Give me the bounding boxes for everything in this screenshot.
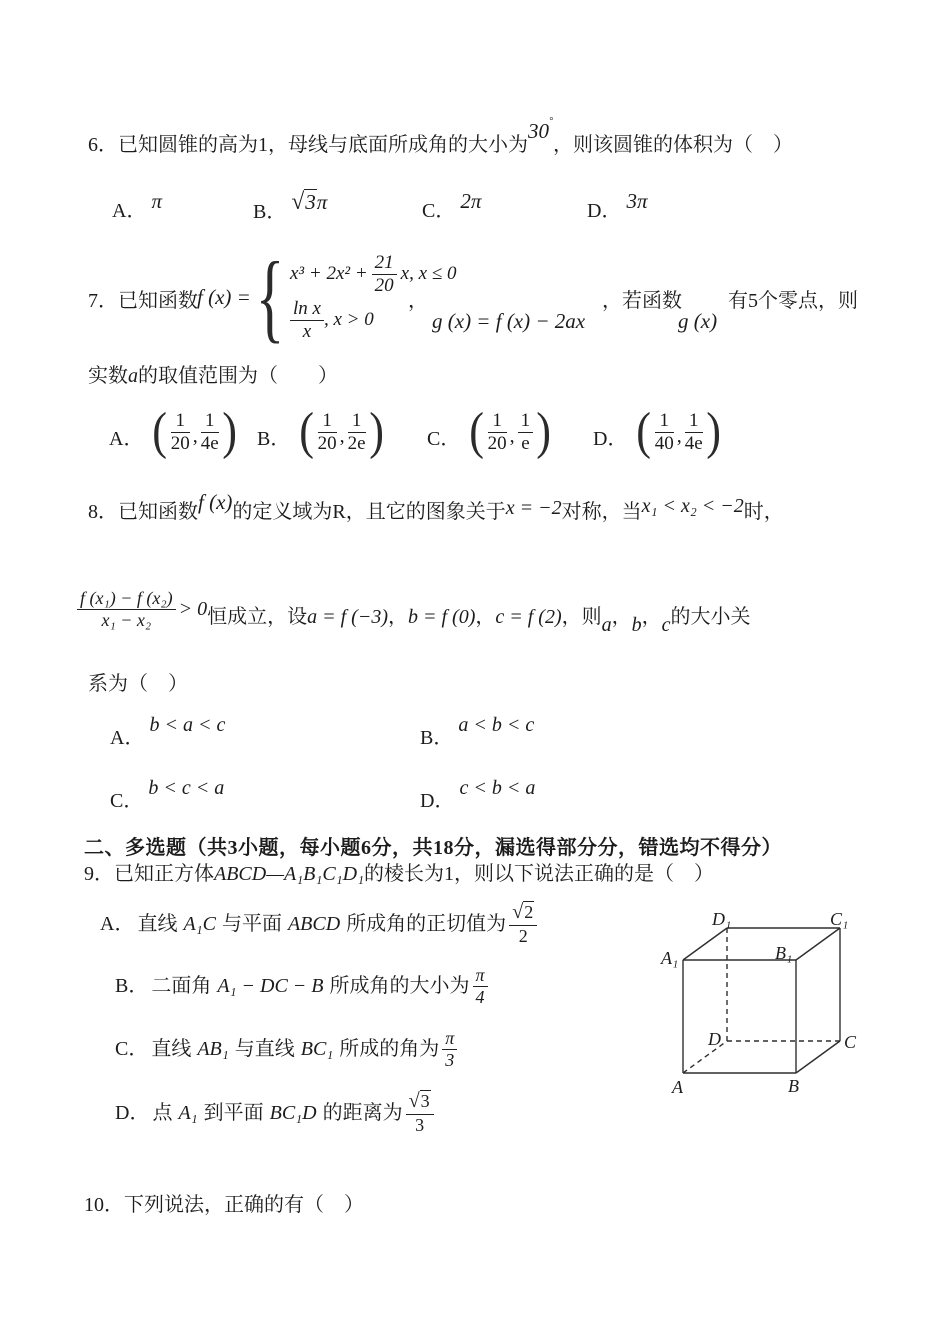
option-label: B． bbox=[420, 727, 454, 749]
interval-comma: , bbox=[509, 425, 515, 447]
q6-angle-value: 30° bbox=[528, 116, 553, 143]
fraction: $\frac{\text{ln x}}{x}$ bbox=[290, 299, 324, 342]
q8-stem-line-3: 系为（ ） bbox=[88, 673, 188, 695]
var-b: b bbox=[631, 613, 642, 636]
var-c: c bbox=[661, 613, 671, 636]
fraction: $\frac{1}{20}$ bbox=[487, 409, 507, 454]
greater-than-zero: > 0 bbox=[178, 597, 208, 620]
vertex-label-c1: C₁ bbox=[830, 909, 849, 929]
piecewise-row-1: x³ + 2x² + $\frac{21}{20}$ x, x ≤ 0 bbox=[290, 251, 457, 296]
q7-stem-line-2: 实数a的取值范围为（ ） bbox=[88, 365, 338, 387]
radical-sign: √ bbox=[291, 189, 305, 215]
open-paren: ( bbox=[636, 403, 652, 460]
option-label: C． bbox=[422, 200, 456, 222]
question-6-stem bbox=[88, 116, 793, 158]
q6-option-c bbox=[422, 189, 482, 224]
option-label: A． bbox=[112, 200, 147, 222]
fraction: $\frac{1}{40}$ bbox=[654, 409, 674, 454]
q8-number: 8． bbox=[88, 501, 118, 523]
piecewise-brace: { bbox=[255, 241, 285, 352]
q9-option-c: C． 直线 AB₁ 与直线 BC₁ 所成的角为 $\frac{\pi}{3}$ bbox=[115, 1026, 457, 1072]
vertex-label-a1: A₁ bbox=[661, 948, 679, 968]
option-label: D． bbox=[593, 427, 628, 450]
cube-name: ABCD—A₁B₁C₁D₁ bbox=[214, 863, 365, 885]
q8-option-b bbox=[420, 714, 535, 751]
interval-comma: , bbox=[192, 425, 198, 447]
q9-number: 9． bbox=[84, 863, 114, 885]
option-value: b < a < c bbox=[149, 714, 226, 736]
q8-option-c bbox=[110, 777, 225, 814]
symmetry-axis: x = −2 bbox=[505, 497, 562, 519]
fraction: $\frac{\pi}{3}$ bbox=[442, 1029, 457, 1070]
option-value: b < c < a bbox=[148, 777, 225, 799]
fraction: $\frac{1}{e}$ bbox=[518, 411, 534, 454]
option-label: B． bbox=[115, 974, 149, 997]
option-label: A． bbox=[109, 427, 144, 450]
q6-text-post: ，则该圆锥的体积为（ ） bbox=[553, 134, 793, 156]
q7-fx-equals: f (x) = bbox=[197, 285, 251, 309]
vertex-label-b1: B₁ bbox=[775, 943, 793, 963]
interval bbox=[468, 403, 552, 460]
q6-text-pre: 已知圆锥的高为1，母线与底面所成角的大小为 bbox=[118, 134, 528, 156]
close-paren: ) bbox=[222, 403, 237, 460]
fraction: $\frac{1}{20}$ bbox=[317, 409, 337, 454]
interval-comma: , bbox=[339, 425, 345, 447]
option-label: D． bbox=[587, 200, 622, 222]
option-value: a < b < c bbox=[458, 714, 535, 736]
vertex-label-b: B bbox=[788, 1076, 799, 1096]
fraction: $\frac{1}{20}$ bbox=[170, 409, 190, 454]
def-c: c = f (2) bbox=[495, 605, 562, 628]
q6-option-b bbox=[253, 189, 328, 226]
option-value: 2π bbox=[460, 189, 482, 213]
section-2-heading: 二、多选题（共3小题，每小题6分，共18分，漏选得部分分，错选均不得分） bbox=[84, 837, 782, 859]
option-label: B． bbox=[257, 427, 291, 450]
q9-option-d: D． 点 A₁ 到平面 BC₁D 的距离为 $\frac{√3}{3}$ bbox=[115, 1090, 434, 1136]
open-paren: ( bbox=[152, 403, 168, 460]
q10-number: 10． bbox=[84, 1194, 124, 1216]
option-value: π bbox=[151, 189, 162, 213]
inequality: x₁ < x₂ < −2 bbox=[641, 495, 744, 517]
option-label: C． bbox=[427, 427, 461, 450]
option-label: C． bbox=[115, 1037, 149, 1060]
option-label: A． bbox=[110, 727, 145, 749]
close-paren: ) bbox=[536, 403, 552, 460]
option-label: D． bbox=[115, 1101, 150, 1124]
piecewise-row-2: $\frac{\text{ln x}}{x}$ , x > 0 bbox=[290, 297, 456, 343]
vertex-label-a: A bbox=[672, 1077, 683, 1097]
question-9-stem: 9．已知正方体ABCD—A₁B₁C₁D₁的棱长为1，则以下说法正确的是（ ） bbox=[84, 863, 715, 885]
option-label: A． bbox=[100, 912, 135, 935]
q7-option-a bbox=[109, 399, 238, 465]
q7-option-c bbox=[427, 399, 553, 465]
q8-option-d bbox=[420, 777, 536, 814]
fraction: $\frac{\pi}{4}$ bbox=[473, 966, 488, 1007]
q7-option-d bbox=[593, 399, 722, 465]
fraction: $\frac{√3}{3}$ bbox=[406, 1091, 434, 1134]
q7-number: 7． bbox=[88, 290, 118, 312]
option-value: c < b < a bbox=[459, 777, 536, 799]
q7-gx-equation: g (x) = f (x) − 2ax bbox=[432, 309, 586, 333]
q7-text-post: 有5个零点，则 bbox=[728, 290, 858, 312]
def-b: b = f (0) bbox=[408, 605, 476, 628]
degree-symbol: ° bbox=[549, 116, 553, 127]
open-paren: ( bbox=[299, 403, 315, 460]
q6-number: 6． bbox=[88, 134, 118, 156]
q8-condition-line: $\frac{\text{f (x₁) − f (x₂)}}{\text{x₁ − x₂}}$ > 0 恒成立，设a = f (−3)，b = f (0)，c = f (2)，则a，b，c的大小关 bbox=[77, 576, 751, 642]
close-paren: ) bbox=[706, 403, 721, 460]
option-value: √3π bbox=[291, 189, 328, 215]
q6-option-d bbox=[587, 189, 648, 224]
question-8-stem: 8．已知函数f (x)的定义域为R，且它的图象关于x = −2对称，当x₁ < x₂ < −2时， bbox=[88, 490, 784, 523]
interval bbox=[635, 403, 722, 460]
q7-option-b bbox=[257, 399, 385, 465]
option-label: B． bbox=[253, 201, 287, 223]
q8-option-a bbox=[110, 714, 226, 751]
fraction: $\frac{1}{2e}$ bbox=[347, 409, 366, 454]
fx-symbol: f (x) bbox=[198, 490, 233, 514]
fraction: $\frac{1}{4e}$ bbox=[200, 409, 219, 454]
option-label: C． bbox=[110, 790, 144, 812]
radical-sign: √ bbox=[512, 901, 524, 924]
var-a: a bbox=[601, 613, 612, 636]
fraction: $\frac{21}{20}$ bbox=[372, 253, 397, 296]
open-paren: ( bbox=[469, 403, 485, 460]
q9-option-a: A． 直线 A₁C 与平面 ABCD 所成角的正切值为 $\frac{√2}{2}$ bbox=[100, 901, 537, 947]
vertex-label-d: D bbox=[708, 1029, 721, 1049]
q7-comma: ， bbox=[408, 290, 428, 312]
vertex-label-d1: D₁ bbox=[712, 909, 732, 929]
question-10-stem: 10．下列说法，正确的有（ ） bbox=[84, 1194, 364, 1216]
def-a: a = f (−3) bbox=[307, 605, 388, 628]
question-7-stem bbox=[88, 289, 198, 314]
close-paren: ) bbox=[368, 403, 384, 460]
interval bbox=[151, 403, 238, 460]
q7-text-pre: 已知函数 bbox=[118, 290, 198, 312]
interval bbox=[298, 403, 385, 460]
option-value: 3π bbox=[626, 189, 648, 213]
fraction: $\frac{√2}{2}$ bbox=[509, 902, 537, 945]
q9-option-b: B． 二面角 A₁ − DC − B 所成角的大小为 $\frac{\pi}{4}$ bbox=[115, 963, 488, 1009]
option-label: D． bbox=[420, 790, 455, 812]
cube-diagram bbox=[628, 882, 873, 1100]
q7-gx-symbol: g (x) bbox=[678, 309, 718, 333]
variable-a: a bbox=[128, 365, 138, 387]
q6-option-a bbox=[112, 189, 162, 224]
q7-text-mid: ，若函数 bbox=[602, 290, 682, 312]
radical-sign: √ bbox=[408, 1090, 420, 1113]
difference-quotient-fraction: $\frac{\text{f (x₁) − f (x₂)}}{\text{x₁ − x₂}}$ bbox=[77, 589, 176, 630]
fraction: $\frac{1}{4e}$ bbox=[684, 409, 703, 454]
interval-comma: , bbox=[676, 425, 682, 447]
vertex-label-c: C bbox=[844, 1032, 857, 1052]
